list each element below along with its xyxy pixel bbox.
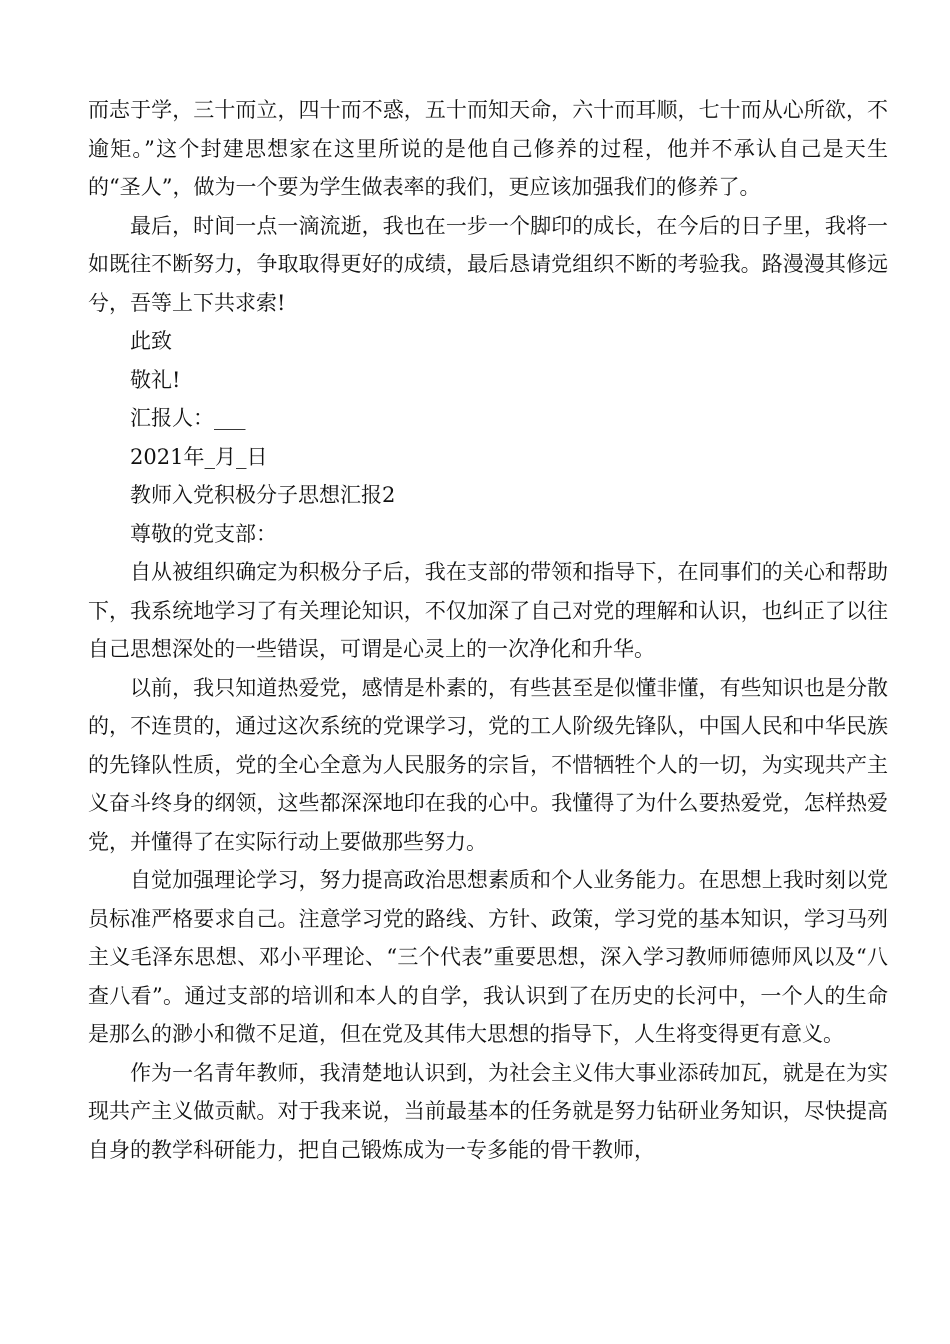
reporter-line: 汇报人：___ [130,406,246,430]
greeting-line: 尊敬的党支部： [130,521,277,546]
body-paragraph: 而志于学，三十而立，四十而不惑，五十而知天命，六十而耳顺，七十而从心所欲，不逾矩。”这个封建思想家在这里所说的是他自己修养的过程，他并不承认自己是天生的“圣人”，做为一个要为学生做表率的我们，更应该加强我们的修养了。 [88,98,888,199]
document-page [88,91,888,1169]
closing-salutation: 此致 [130,329,172,353]
closing-respect: 敬礼! [130,367,181,392]
body-paragraph: 自觉加强理论学习，努力提高政治思想素质和个人业务能力。在思想上我时刻以党员标准严格要求自己。注意学习党的路线、方针、政策，学习党的基本知识，学习马列主义毛泽东思想、邓小平理论、“三个代表”重要思想，深入学习教师师德师风以及“八查八看”。通过支部的培训和本人的自学，我认识到了在历史的长河中，一个人的生命是那么的渺小和微不足道，但在党及其伟大思想的指导下，人生将变得更有意义。 [88,868,888,1046]
section-title: 教师入党积极分子思想汇报2 [130,483,396,507]
body-paragraph: 作为一名青年教师，我清楚地认识到，为社会主义伟大事业添砖加瓦，就是在为实现共产主义做贡献。对于我来说，当前最基本的任务就是努力钻研业务知识，尽快提高自身的教学科研能力，把自己锻炼成为一专多能的骨干教师， [88,1060,888,1162]
body-paragraph: 自从被组织确定为积极分子后，我在支部的带领和指导下，在同事们的关心和帮助下，我系统地学习了有关理论知识，不仅加深了自己对党的理解和认识，也纠正了以往自己思想深处的一些错误，可谓是心灵上的一次净化和升华。 [88,560,888,661]
body-paragraph: 以前，我只知道热爱党，感情是朴素的，有些甚至是似懂非懂，有些知识也是分散的，不连贯的，通过这次系统的党课学习，党的工人阶级先锋队，中国人民和中华民族的先锋队性质，党的全心全意为人民服务的宗旨，不惜牺牲个人的一切，为实现共产主义奋斗终身的纲领，这些都深深地印在我的心中。我懂得了为什么要热爱党，怎样热爱党，并懂得了在实际行动上要做那些努力。 [88,675,888,854]
body-paragraph: 最后，时间一点一滴流逝，我也在一步一个脚印的成长，在今后的日子里，我将一如既往不断努力，争取取得更好的成绩，最后恳请党组织不断的考验我。路漫漫其修远兮，吾等上下共求索! [88,213,888,315]
date-line: 2021年_月_日 [130,444,268,469]
